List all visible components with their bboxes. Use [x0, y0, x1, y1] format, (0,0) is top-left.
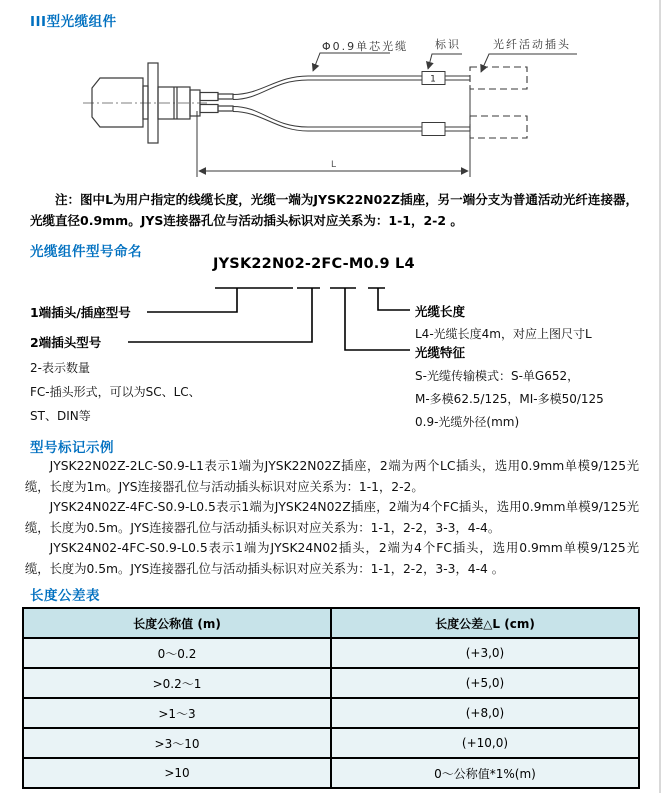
table-cell: 0～公称值*1%(m) [331, 758, 639, 788]
plug-leader-line [481, 54, 577, 72]
cable-label: Φ0.9单芯光缆 [322, 40, 409, 53]
table-cell: >1～3 [23, 698, 331, 728]
marking-leader-line [428, 54, 462, 69]
table-cell: >0.2～1 [23, 668, 331, 698]
end2-desc-plug-form: FC-插头形式，可以为SC、LC、 [30, 385, 201, 399]
table-row [23, 668, 639, 698]
examples-heading: 型号标记示例 [30, 440, 114, 456]
plug-label: 光纤活动插头 [493, 38, 571, 51]
table-cell: (+5,0) [331, 668, 639, 698]
example-paragraph: JYSK24N02Z-4FC-S0.9-L0.5表示1端为JYSK24N02Z插座，2端为4个FC插头，选用0.9mm单模9/125光缆，长度为0.5m。JYS连接器孔位与活动插头标识对应关系为：1-1，2-2，3-3，4-4。 [25, 500, 639, 535]
label-cable-length: 光缆长度 [415, 304, 466, 319]
marker-box-1-label: 1 [430, 74, 436, 85]
table-cell: >10 [23, 758, 331, 788]
neck [143, 86, 148, 119]
tolerance-heading: 长度公差表 [30, 588, 100, 604]
table-header-row [23, 608, 639, 638]
header-cell-nominal: 长度公称值 (m) [23, 608, 331, 638]
table-row [23, 728, 639, 758]
plug-lower [470, 116, 527, 138]
examples-block [25, 456, 639, 580]
lead-line-end1 [147, 288, 237, 312]
cable-assembly-diagram [0, 0, 661, 190]
cable-length-desc: L4-光缆长度4m，对应上图尺寸L [415, 327, 592, 341]
ferrule-lower [200, 105, 218, 113]
marking-label: 标识 [435, 38, 461, 51]
label-end2-type: 2端插头型号 [30, 335, 102, 350]
label-end1-type: 1端插头/插座型号 [30, 305, 131, 320]
naming-bracket-lines [0, 280, 661, 365]
label-cable-feature: 光缆特征 [415, 345, 466, 360]
plug-upper [470, 67, 527, 89]
doc-title: III型光缆组件 [30, 14, 117, 30]
table-cell: 0～0.2 [23, 638, 331, 668]
note-text: 注：图中L为用户指定的线缆长度，光缆一端为JYSK22N02Z插座，另一端分支为普通活动光纤连接器，光缆直径0.9mm。JYS连接器孔位与活动插头标识对应关系为：1-1，2-2 。 [30, 192, 638, 228]
lead-line-length [378, 288, 410, 310]
hex-body [92, 78, 143, 127]
dimension-label: L [331, 160, 337, 170]
table-row [23, 638, 639, 668]
model-number: JYSK22N02-2FC-M0.9 L4 [213, 256, 415, 272]
marker-box-2 [422, 123, 445, 136]
table-row [23, 758, 639, 788]
header-cell-tolerance: 长度公差△L (cm) [331, 608, 639, 638]
cable-leader-line [313, 53, 390, 71]
callout-cable [313, 39, 408, 71]
example-paragraph: JYSK24N02-4FC-S0.9-L0.5表示1端为JYSK24N02插头，2端为4个FC插头，选用0.9mm单模9/125光缆，长度为0.5m。JYS连接器孔位与活动插头标识对应关系为：1-1，2-2，3-3，4-4 。 [25, 541, 639, 576]
cable-feature-desc-1: S-光缆传输模式：S-单G652， [415, 369, 580, 383]
lead-line-end2 [128, 288, 312, 342]
fiber-plugs [470, 67, 527, 138]
ferrule-upper [200, 93, 218, 101]
tolerance-table [22, 607, 640, 789]
table-cell: (+8,0) [331, 698, 639, 728]
table-row [23, 698, 639, 728]
ferrule-upper-tip [218, 94, 233, 99]
callout-marking [428, 37, 462, 69]
naming-heading: 光缆组件型号命名 [30, 244, 142, 260]
table-cell: (+10,0) [331, 728, 639, 758]
end2-desc-quantity: 2-表示数量 [30, 361, 90, 375]
end2-desc-plug-form-2: ST、DIN等 [30, 409, 91, 423]
example-paragraph: JYSK22N02Z-2LC-S0.9-L1表示1端为JYSK22N02Z插座，2端为两个LC插头，选用0.9mm单模9/125光缆，长度为1m。JYS连接器孔位与活动插头标识对应关系为：1-1，2-2。 [25, 459, 639, 494]
table-cell: (+3,0) [331, 638, 639, 668]
cable-feature-desc-2: M-多模62.5/125，MI-多模50/125 [415, 392, 604, 406]
cable-feature-desc-3: 0.9-光缆外径(mm) [415, 415, 520, 429]
ferrule-lower-tip [218, 106, 233, 111]
table-cell: >3～10 [23, 728, 331, 758]
